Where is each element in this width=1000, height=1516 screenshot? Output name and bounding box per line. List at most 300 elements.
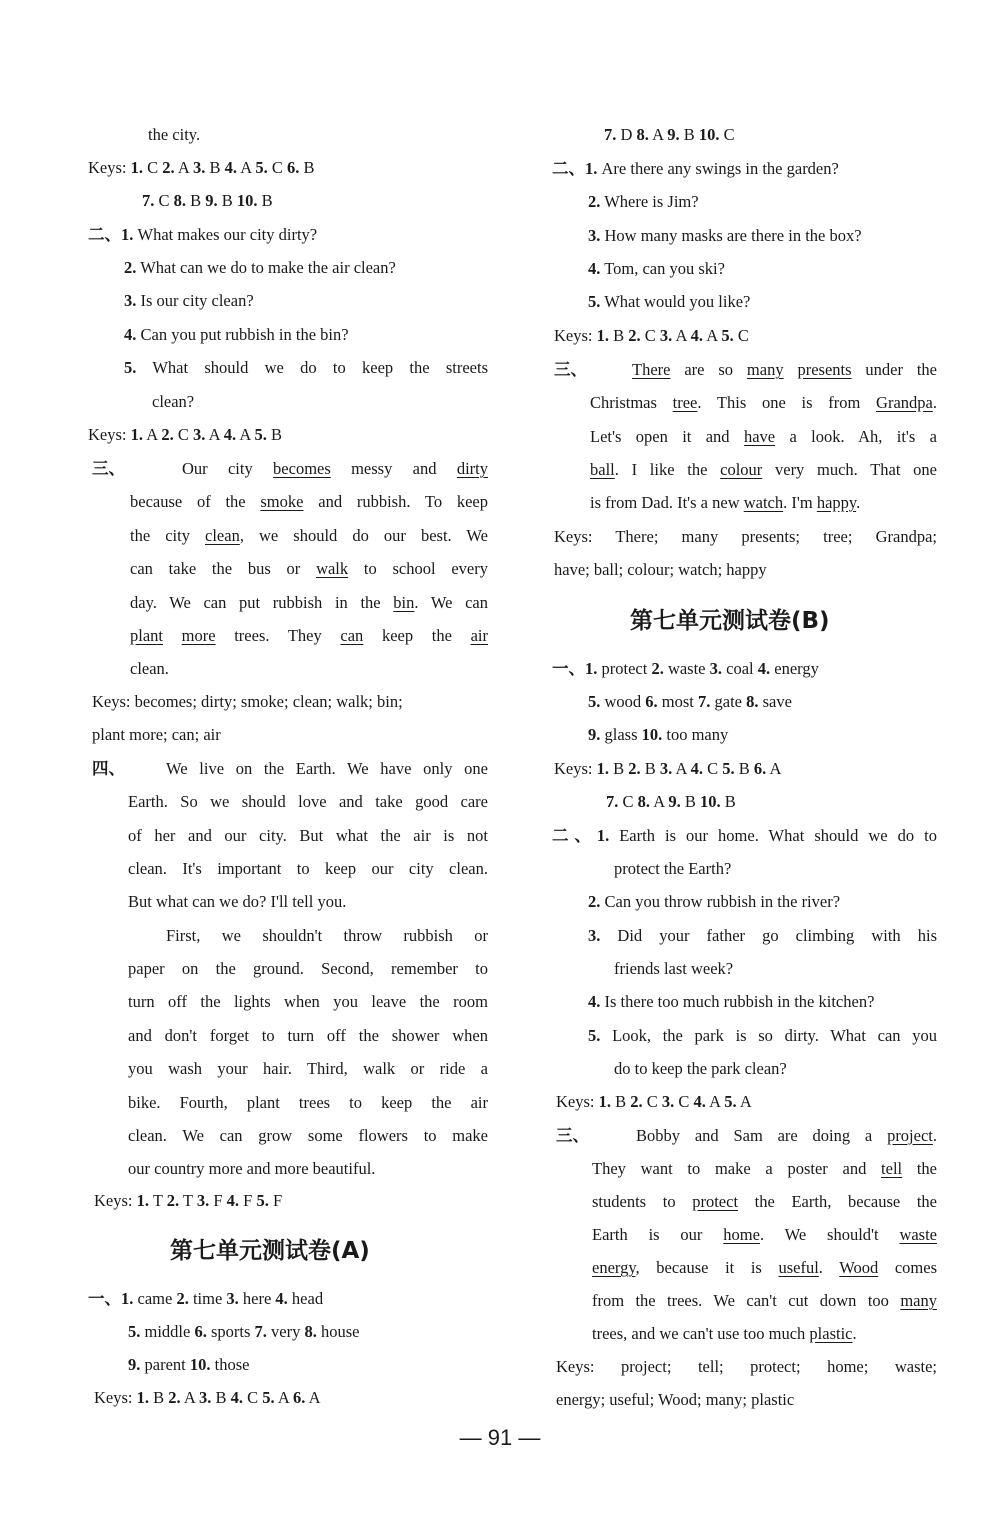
text-line [554, 559, 937, 581]
text-line [592, 1323, 937, 1345]
text-line [152, 391, 488, 413]
text-span: 8. [304, 1322, 317, 1341]
text-span: 6. [194, 1322, 207, 1341]
text-span: A [766, 759, 782, 778]
text-span: Can you put rubbish in the bin? [136, 325, 349, 344]
text-span: B [299, 158, 315, 177]
text-span: those [210, 1355, 250, 1374]
text-span: friends last week? [614, 959, 734, 978]
text-span: 2. [630, 1092, 643, 1111]
text-line [588, 225, 937, 247]
text-span: T [149, 1191, 167, 1210]
answer-word: colour [720, 460, 763, 479]
text-span: can take the bus or [130, 559, 317, 578]
text-span: 10. [189, 1355, 211, 1374]
text-span: C [154, 191, 174, 210]
text-span: 10. [700, 792, 721, 811]
text-span: 4. [226, 1191, 240, 1210]
text-span: from the trees. We can't cut down too [592, 1291, 901, 1310]
answer-word: presents [797, 360, 852, 379]
text-span: 2. [628, 326, 641, 345]
text-line [636, 1125, 937, 1147]
text-line [128, 1058, 488, 1080]
text-line [94, 1190, 488, 1212]
text-span: Christmas [590, 393, 673, 412]
text-line [128, 1025, 488, 1047]
text-line [88, 1288, 488, 1310]
text-line [166, 925, 488, 947]
text-line [552, 658, 937, 680]
text-span: 9. [128, 1355, 141, 1374]
text-span: . We can [414, 593, 488, 612]
text-line [614, 858, 937, 880]
text-line [182, 458, 488, 480]
text-span: the Earth, because the [738, 1192, 938, 1211]
text-span: F [209, 1191, 227, 1210]
text-span: 4. [588, 992, 601, 1011]
text-span: 3. [193, 158, 206, 177]
text-span: 6. [287, 158, 300, 177]
text-span: 8. [173, 191, 187, 210]
text-line [124, 257, 488, 279]
text-line [88, 424, 488, 446]
text-span: Bobby and Sam are doing a [636, 1126, 888, 1145]
answer-word: There [632, 360, 671, 379]
text-span: day. We can put rubbish in the [130, 593, 394, 612]
text-span: They want to make a poster and [592, 1159, 882, 1178]
text-span: middle [140, 1322, 195, 1341]
text-span: . I'm [783, 493, 817, 512]
text-span: 3. [193, 425, 206, 444]
text-span: Keys: [556, 1092, 599, 1111]
text-span: B [186, 191, 206, 210]
text-span: house [316, 1322, 360, 1341]
text-span: 7. [142, 191, 155, 210]
text-span: Where is Jim? [600, 192, 699, 211]
answer-word: Grandpa [876, 393, 933, 412]
text-span: 9. [668, 792, 681, 811]
text-span: How many masks are there in the box? [600, 226, 862, 245]
answer-word: can [340, 626, 364, 645]
text-span: 1. [130, 425, 143, 444]
text-span: 5. [124, 358, 137, 377]
text-line [130, 658, 488, 680]
text-span: 7. [254, 1322, 267, 1341]
text-line [588, 991, 937, 1013]
text-line [606, 791, 937, 813]
text-span: 1. [596, 326, 609, 345]
text-span: do to keep the park clean? [614, 1059, 787, 1078]
text-span: C [243, 1388, 263, 1407]
answer-word: have [743, 427, 776, 446]
answer-word: smoke [260, 492, 304, 511]
text-span: C [173, 425, 193, 444]
text-line [592, 1191, 937, 1213]
text-line [94, 1387, 488, 1409]
text-span: C [719, 125, 735, 144]
text-span: glass [600, 725, 642, 744]
text-span: 8. [636, 125, 649, 144]
answer-word: dirty [456, 459, 488, 478]
text-span: 5. [588, 692, 601, 711]
text-span: students to [592, 1192, 693, 1211]
text-span: . [852, 1324, 857, 1343]
text-line [590, 459, 937, 481]
text-span: C [703, 759, 723, 778]
text-span: under the [851, 360, 937, 379]
text-line [556, 1356, 937, 1378]
text-span: Is our city clean? [136, 291, 254, 310]
answer-word: project [887, 1126, 933, 1145]
text-span: . [932, 1126, 937, 1145]
text-line [128, 1321, 488, 1343]
text-span: 4. [275, 1289, 288, 1308]
answer-word: tell [881, 1159, 903, 1178]
text-span: 6. [645, 692, 658, 711]
text-span: Let's open it and [590, 427, 744, 446]
text-span: Keys: There; many presents; tree; Grandpa; [554, 527, 937, 546]
text-span [163, 626, 182, 645]
text-span: Earth is our [592, 1225, 724, 1244]
text-span: F [239, 1191, 257, 1210]
text-line [92, 691, 488, 713]
text-span: 3. [588, 926, 601, 945]
text-line [590, 392, 937, 414]
text-span: A [274, 1388, 294, 1407]
text-line [130, 491, 488, 513]
text-span: head [287, 1289, 324, 1308]
text-span: Are there any swings in the garden? [597, 159, 839, 178]
text-span: 3. [226, 1289, 239, 1308]
text-span: First, we shouldn't throw rubbish or [166, 926, 488, 945]
text-line [614, 1058, 937, 1080]
text-span: 2. [651, 659, 664, 678]
text-span: a look. Ah, it's a [775, 427, 937, 446]
text-span: energy; useful; Wood; many; plastic [556, 1390, 795, 1409]
text-span: B [720, 792, 736, 811]
page-number: — 91 — [459, 1425, 541, 1450]
text-span: 2. [588, 892, 601, 911]
text-line [614, 958, 937, 980]
answer-word: ball [590, 460, 615, 479]
answer-word: home [723, 1225, 760, 1244]
text-span: 5. [724, 1092, 737, 1111]
text-span: . I like the [614, 460, 721, 479]
text-span: trees. They [215, 626, 341, 645]
text-line [604, 124, 937, 146]
text-span: Keys: project; tell; protect; home; waste; [556, 1357, 937, 1376]
text-span: C [143, 158, 163, 177]
text-span: 6. [753, 759, 767, 778]
text-span: 四、 [92, 759, 125, 778]
text-span: T [179, 1191, 197, 1210]
text-span: 7. [606, 792, 619, 811]
text-line [130, 558, 488, 580]
text-span: 5. [254, 425, 267, 444]
text-line [128, 791, 488, 813]
text-span: 三、 [92, 459, 125, 478]
text-span: Keys: [94, 1191, 137, 1210]
text-span: 6. [293, 1388, 306, 1407]
text-span: 7. [604, 125, 617, 144]
text-span: C [267, 158, 288, 177]
text-span: clean. [130, 659, 169, 678]
text-span: C [674, 1092, 694, 1111]
text-line [128, 1092, 488, 1114]
text-span: 2. [124, 258, 137, 277]
text-span: 3. [196, 1191, 210, 1210]
text-span: . This one is from [697, 393, 877, 412]
text-span: Our city [182, 459, 274, 478]
text-span: 4. [124, 325, 137, 344]
text-span: 三、 [554, 360, 587, 379]
text-span: 5. [588, 1026, 601, 1045]
text-span: 1. [136, 1388, 149, 1407]
text-span: A [236, 425, 255, 444]
text-span: Can you throw rubbish in the river? [600, 892, 841, 911]
unit-7b-heading: 第七单元测试卷(B) [630, 608, 830, 634]
answer-word: protect [692, 1192, 739, 1211]
text-span: Tom, can you ski? [600, 259, 725, 278]
text-line [552, 825, 937, 847]
answer-word: Wood [839, 1258, 879, 1277]
text-span: 1. [596, 759, 609, 778]
text-line [592, 1257, 937, 1279]
text-line [588, 191, 937, 213]
text-line [130, 592, 488, 614]
text-span: 10. [641, 725, 663, 744]
text-span: 10. [236, 191, 258, 210]
text-span: waste [663, 659, 710, 678]
text-span: messy and [330, 459, 457, 478]
text-span: most [657, 692, 699, 711]
text-span: A [205, 425, 224, 444]
text-span: . We should't [759, 1225, 900, 1244]
text-span: . [932, 393, 937, 412]
text-line [92, 724, 488, 746]
text-span: A [143, 425, 162, 444]
text-span: Keys: becomes; dirty; smoke; clean; walk; bin; [92, 692, 403, 711]
text-line [592, 1158, 937, 1180]
text-span: B [679, 125, 699, 144]
text-span: A [736, 1092, 752, 1111]
answer-word: happy [816, 493, 857, 512]
text-span: paper on the ground. Second, remember to [128, 959, 488, 978]
text-line [128, 1158, 488, 1180]
text-span: 一、1. [88, 1289, 134, 1308]
text-span: 3. [709, 659, 723, 678]
text-span: clean? [152, 392, 195, 411]
text-span: keep the [363, 626, 471, 645]
answer-word: many [900, 1291, 937, 1310]
answer-word: becomes [273, 459, 331, 478]
text-span: 3. [659, 326, 673, 345]
text-span: trees, and we can't use too much [592, 1324, 810, 1343]
text-span: coal [722, 659, 758, 678]
text-span: B [257, 191, 273, 210]
text-line [588, 724, 937, 746]
text-span: A [672, 759, 691, 778]
text-span: B [680, 792, 701, 811]
text-span: 2. [588, 192, 601, 211]
text-span: 3. [661, 1092, 675, 1111]
text-span: C [640, 326, 660, 345]
text-span: Keys: [94, 1388, 137, 1407]
text-span: 1. [130, 158, 143, 177]
text-span: C [642, 1092, 662, 1111]
text-line [552, 158, 937, 180]
answer-word: waste [899, 1225, 938, 1244]
text-span: A [237, 158, 256, 177]
text-span: What would you like? [600, 292, 751, 311]
text-span: 4. [224, 158, 238, 177]
answer-word: air [470, 626, 488, 645]
answer-word: bin [393, 593, 415, 612]
text-span: 二、1. [88, 225, 134, 244]
text-span: A [305, 1388, 321, 1407]
text-span: 4. [588, 259, 601, 278]
text-span: F [268, 1191, 283, 1210]
text-line [590, 426, 937, 448]
text-span: C [618, 792, 638, 811]
answer-word: walk [316, 559, 349, 578]
text-span: Keys: [88, 425, 131, 444]
text-span: What makes our city dirty? [133, 225, 318, 244]
answer-word: plastic [809, 1324, 853, 1343]
text-span: very [266, 1322, 305, 1341]
text-span: 2. [168, 1388, 181, 1407]
text-line [632, 359, 937, 381]
text-span: B [609, 759, 629, 778]
text-span: 5. [128, 1322, 141, 1341]
text-span: B [266, 425, 282, 444]
text-span: 二、1. [552, 159, 598, 178]
text-line [588, 1025, 937, 1047]
text-span: wood [600, 692, 646, 711]
text-span: came [133, 1289, 177, 1308]
text-span: 4. [757, 659, 771, 678]
text-span: 4. [690, 326, 704, 345]
answer-word: watch [743, 493, 784, 512]
text-span: 5. [721, 326, 734, 345]
text-span [784, 360, 798, 379]
text-span: and don't forget to turn off the shower when [128, 1026, 488, 1045]
text-span: 9. [667, 125, 680, 144]
text-line [554, 325, 937, 347]
text-span: 5. [588, 292, 601, 311]
text-span: Earth. So we should love and take good care [128, 792, 488, 811]
text-span: comes [878, 1258, 938, 1277]
text-span: 8. [746, 692, 759, 711]
text-span: time [188, 1289, 227, 1308]
text-line [124, 324, 488, 346]
text-span: B [609, 326, 629, 345]
text-span: the city [130, 526, 206, 545]
text-line [588, 291, 937, 313]
unit-7a-heading: 第七单元测试卷(A) [170, 1238, 370, 1264]
text-span: very much. That one [762, 460, 937, 479]
text-span: . [818, 1258, 840, 1277]
answer-word: plant [130, 626, 163, 645]
text-span: is from Dad. It's a new [590, 493, 744, 512]
text-line [130, 525, 488, 547]
answer-word: useful [778, 1258, 819, 1277]
text-line [128, 958, 488, 980]
text-span: B [149, 1388, 169, 1407]
text-span: 5. [722, 759, 735, 778]
text-span: clean. It's important to keep our city clean. [128, 859, 488, 878]
text-span: Look, the park is so dirty. What can you [600, 1026, 937, 1045]
text-line [554, 526, 937, 548]
text-span: A [174, 158, 193, 177]
text-span: 7. [698, 692, 711, 711]
text-span: 2. [161, 425, 174, 444]
text-span: clean. We can grow some flowers to make [128, 1126, 488, 1145]
text-span: the [902, 1159, 937, 1178]
text-line [88, 157, 488, 179]
text-line [128, 991, 488, 1013]
text-span: you wash your hair. Third, walk or ride a [128, 1059, 488, 1078]
text-span: 5. [256, 1191, 269, 1210]
text-span: 3. [659, 759, 673, 778]
answer-word: tree [672, 393, 698, 412]
text-span: B [211, 1388, 231, 1407]
text-span: 9. [588, 725, 601, 744]
text-span: 2. [162, 158, 175, 177]
text-line [588, 925, 937, 947]
text-line [128, 825, 488, 847]
text-span: 3. [588, 226, 601, 245]
text-span: 二、1. [552, 826, 610, 845]
text-line [556, 1389, 937, 1411]
text-line [88, 224, 488, 246]
text-span: . [856, 493, 861, 512]
text-span: 3. [124, 291, 137, 310]
text-span: , because it is [635, 1258, 779, 1277]
text-span: Did your father go climbing with his [600, 926, 937, 945]
text-span: 三、 [556, 1126, 589, 1145]
text-span: 5. [255, 158, 268, 177]
text-span: Is there too much rubbish in the kitchen? [600, 992, 875, 1011]
answer-word: more [181, 626, 216, 645]
text-span: too many [662, 725, 729, 744]
text-span: save [758, 692, 792, 711]
text-span: the city. [148, 125, 201, 144]
text-span: 9. [205, 191, 218, 210]
text-span: 8. [637, 792, 651, 811]
text-span: B [217, 191, 237, 210]
text-span: What can we do to make the air clean? [136, 258, 396, 277]
text-line [128, 1354, 488, 1376]
text-span: B [611, 1092, 631, 1111]
text-span: Keys: [554, 759, 597, 778]
text-span: our country more and more beautiful. [128, 1159, 376, 1178]
text-span: Keys: [88, 158, 131, 177]
text-span: B [640, 759, 660, 778]
text-span: A [672, 326, 691, 345]
text-span: A [648, 125, 668, 144]
text-span: of her and our city. But what the air is not [128, 826, 488, 845]
text-span: Earth is our home. What should we do to [609, 826, 937, 845]
text-span: and rubbish. To keep [303, 492, 488, 511]
answer-word: clean [205, 526, 240, 545]
text-span: 2. [166, 1191, 180, 1210]
text-span: B [734, 759, 754, 778]
text-span: 1. [598, 1092, 611, 1111]
text-line [124, 290, 488, 312]
text-span: plant more; can; air [92, 725, 221, 744]
text-span: to school every [348, 559, 489, 578]
